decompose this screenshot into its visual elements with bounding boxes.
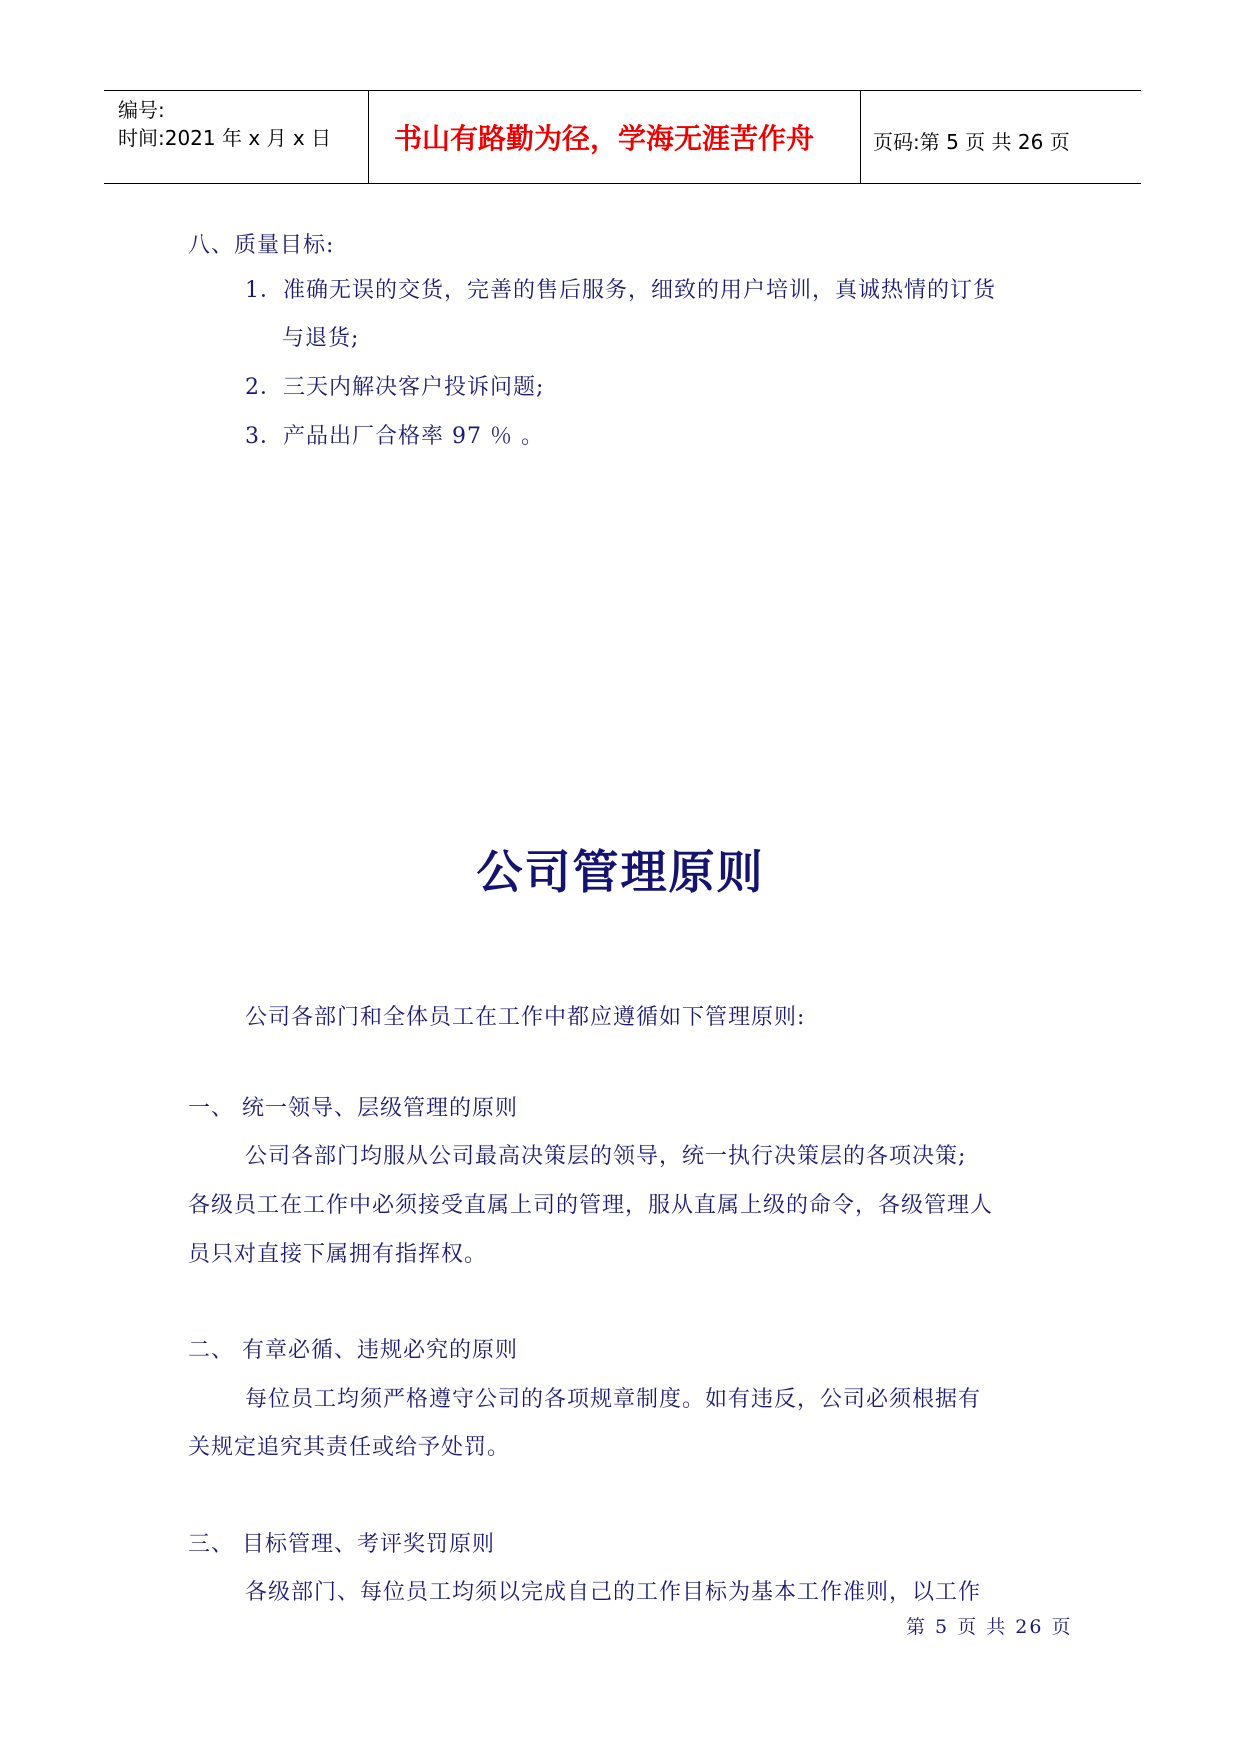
principle-heading: 二、 有章必循、违规必究的原则: [188, 1338, 518, 1363]
section8-heading: 八、质量目标:: [188, 233, 335, 258]
list-item: 2．三天内解决客户投诉问题;: [245, 375, 545, 400]
list-item: 与退货;: [282, 326, 360, 351]
intro-paragraph: 公司各部门和全体员工在工作中都应遵循如下管理原则:: [245, 1005, 806, 1030]
header-bottom-rule: [104, 183, 1141, 184]
principle-line: 员只对直接下属拥有指挥权。: [188, 1242, 488, 1267]
principle-heading: 一、 统一领导、层级管理的原则: [188, 1096, 518, 1121]
header-top-rule: [104, 90, 1141, 91]
page-footer: 第 5 页 共 26 页: [906, 1616, 1073, 1638]
header-page-label: 页码:第 5 页 共 26 页: [873, 130, 1070, 154]
principle-line: 关规定追究其责任或给予处罚。: [188, 1435, 511, 1460]
header-number-label: 编号:: [118, 98, 165, 122]
principle-line: 各级部门、每位员工均须以完成自己的工作目标为基本工作准则，以工作: [245, 1580, 982, 1605]
header-divider-right: [860, 90, 861, 183]
principle-line: 公司各部门均服从公司最高决策层的领导，统一执行决策层的各项决策;: [245, 1144, 967, 1169]
list-item: 1．准确无误的交货，完善的售后服务，细致的用户培训，真诚热情的订货: [245, 278, 996, 303]
header-motto: 书山有路勤为径，学海无涯苦作舟: [394, 122, 815, 155]
header-time-label: 时间:2021 年 x 月 x 日: [118, 126, 332, 150]
principle-line: 各级员工在工作中必须接受直属上司的管理，服从直属上级的命令，各级管理人: [188, 1193, 994, 1218]
principle-heading: 三、 目标管理、考评奖罚原则: [188, 1532, 495, 1557]
principle-line: 每位员工均须严格遵守公司的各项规章制度。如有违反，公司必须根据有: [245, 1387, 982, 1412]
list-item: 3．产品出厂合格率 97 ％ 。: [245, 424, 544, 449]
header-divider-left: [368, 90, 369, 183]
page-title: 公司管理原则: [476, 845, 765, 899]
